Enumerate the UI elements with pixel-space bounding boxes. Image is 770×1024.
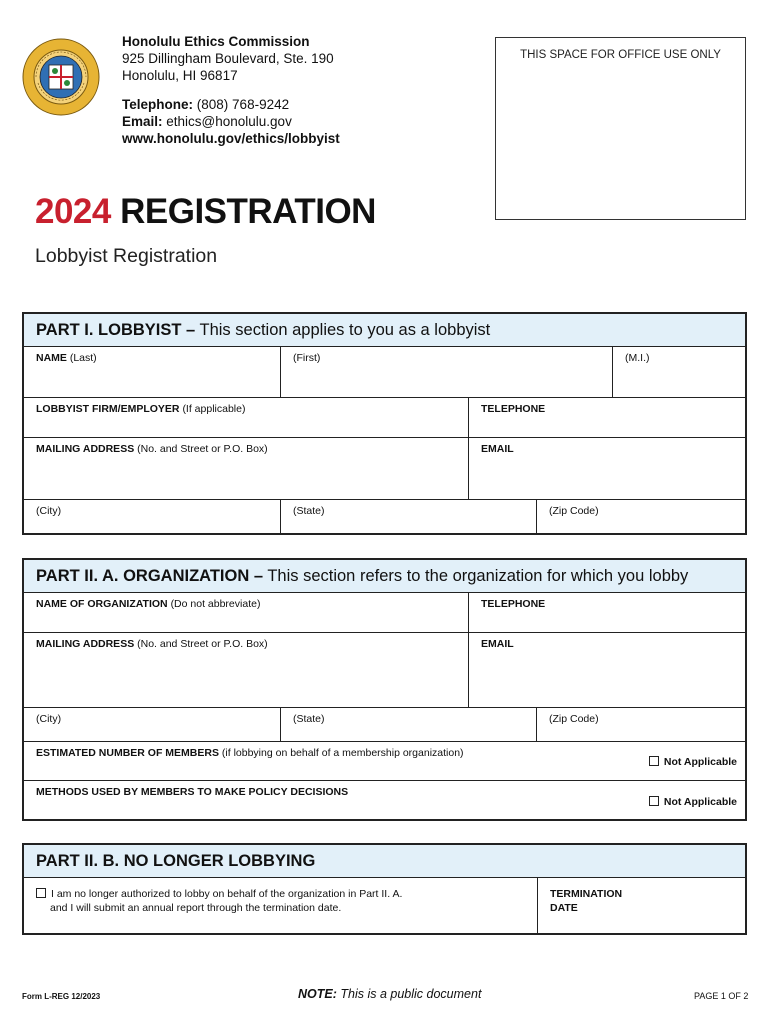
email-value[interactable]: ethics@honolulu.gov [166,114,292,129]
no-longer-lobbying-statement[interactable] [24,878,538,933]
part2a-heading-bold: PART II. A. ORGANIZATION – [36,567,264,585]
address-line-2: Honolulu, HI 96817 [122,68,238,83]
part2b-no-longer-lobbying-section [22,843,747,935]
part2a-heading [24,560,745,593]
part1-lobbyist-section [22,312,747,535]
firm-employer-field[interactable] [24,398,469,437]
title-main: REGISTRATION [120,192,376,231]
methods-not-applicable-label: Not Applicable [663,796,737,808]
org-state-field[interactable] [281,708,537,741]
org-mailing-address-field[interactable] [24,633,469,707]
members-label: ESTIMATED NUMBER OF MEMBERS [36,747,219,759]
lobbyist-telephone-field[interactable] [469,398,745,437]
lobbyist-mailing-address-field[interactable] [24,438,469,499]
org-mailing-label: MAILING ADDRESS [36,638,135,650]
org-telephone-field[interactable] [469,593,745,632]
org-mailing-hint: (No. and Street or P.O. Box) [137,638,268,650]
part2a-organization-section [22,558,747,821]
part1-heading [24,314,745,347]
part2a-members-row [24,742,745,781]
members-not-applicable-checkbox[interactable] [649,756,659,766]
methods-not-applicable-checkbox[interactable] [649,796,659,806]
telephone-field-label: TELEPHONE [481,403,546,415]
lobbyist-zip-field[interactable] [537,500,745,533]
last-name-field[interactable] [24,347,281,397]
page-title [35,192,376,232]
members-hint: (if lobbying on behalf of a membership organization) [221,747,464,759]
org-name-hint: (Do not abbreviate) [170,598,261,610]
lobbyist-state-field[interactable] [281,500,537,533]
commission-contact-block [122,33,340,147]
firm-label: LOBBYIST FIRM/EMPLOYER [36,403,180,415]
part1-firm-row [24,398,745,438]
termination-label-line-1: TERMINATION [550,888,623,900]
part2b-heading: PART II. B. NO LONGER LOBBYING [24,845,745,878]
office-use-box [495,37,746,220]
title-year: 2024 [35,192,111,231]
org-state-hint: (State) [293,713,325,725]
methods-not-applicable-option[interactable] [649,796,737,808]
termination-label-line-2: DATE [550,902,578,914]
part1-heading-bold: PART I. LOBBYIST – [36,321,196,339]
email-field-label: EMAIL [481,443,514,455]
members-not-applicable-label: Not Applicable [663,756,737,768]
name-label: NAME [36,352,67,364]
state-hint: (State) [293,505,325,517]
lobbyist-city-field[interactable] [24,500,281,533]
part2a-city-row [24,708,745,742]
page-number: PAGE 1 OF 2 [694,991,749,1001]
firm-hint: (If applicable) [182,403,246,415]
note-text: This is a public document [340,987,482,1001]
org-zip-hint: (Zip Code) [549,713,599,725]
note-label: NOTE: [298,987,337,1001]
city-hint: (City) [36,505,62,517]
email-line [122,113,340,130]
part2b-row [24,878,745,933]
policy-methods-field[interactable] [24,781,745,819]
methods-label: METHODS USED BY MEMBERS TO MAKE POLICY DECISIONS [36,786,349,798]
org-zip-field[interactable] [537,708,745,741]
termination-date-field[interactable] [538,878,745,933]
organization-name-field[interactable] [24,593,469,632]
address-line-1: 925 Dillingham Boulevard, Ste. 190 [122,51,334,66]
lobbyist-email-field[interactable] [469,438,745,499]
part2a-methods-row [24,781,745,819]
middle-initial-field[interactable] [613,347,745,397]
part2a-heading-text: This section refers to the organization for which you lobby [267,567,689,585]
city-seal-logo [22,38,100,116]
estimated-members-field[interactable] [24,742,745,780]
website-link[interactable]: www.honolulu.gov/ethics/lobbyist [122,131,340,146]
part1-heading-text: This section applies to you as a lobbyist [199,321,491,339]
org-name-label: NAME OF ORGANIZATION [36,598,168,610]
part1-name-row [24,347,745,398]
org-telephone-label: TELEPHONE [481,598,546,610]
part1-mailing-row [24,438,745,500]
commission-name: Honolulu Ethics Commission [122,34,310,49]
statement-line-1: I am no longer authorized to lobby on behalf of the organization in Part II. A. [51,888,403,900]
telephone-label: Telephone: [122,97,194,112]
org-city-hint: (City) [36,713,62,725]
form-id: Form L-REG 12/2023 [22,992,101,1001]
part2a-org-row [24,593,745,633]
mailing-hint: (No. and Street or P.O. Box) [137,443,268,455]
org-email-label: EMAIL [481,638,514,650]
zip-hint: (Zip Code) [549,505,599,517]
last-hint: (Last) [69,352,97,364]
no-longer-lobbying-checkbox[interactable] [36,888,46,898]
first-name-field[interactable] [281,347,613,397]
mi-hint: (M.I.) [625,352,650,364]
telephone-value: (808) 768-9242 [196,97,290,112]
part2a-mailing-row [24,633,745,708]
page-subtitle: Lobbyist Registration [35,245,218,267]
part1-city-row [24,500,745,533]
public-document-note [298,987,481,1001]
members-not-applicable-option[interactable] [649,756,737,768]
mailing-label: MAILING ADDRESS [36,443,135,455]
org-city-field[interactable] [24,708,281,741]
telephone-line [122,96,340,113]
statement-line-2: and I will submit an annual report through the termination date. [50,902,342,914]
office-use-label: THIS SPACE FOR OFFICE USE ONLY [520,49,721,61]
first-hint: (First) [293,352,321,364]
email-label: Email: [122,114,163,129]
org-email-field[interactable] [469,633,745,707]
